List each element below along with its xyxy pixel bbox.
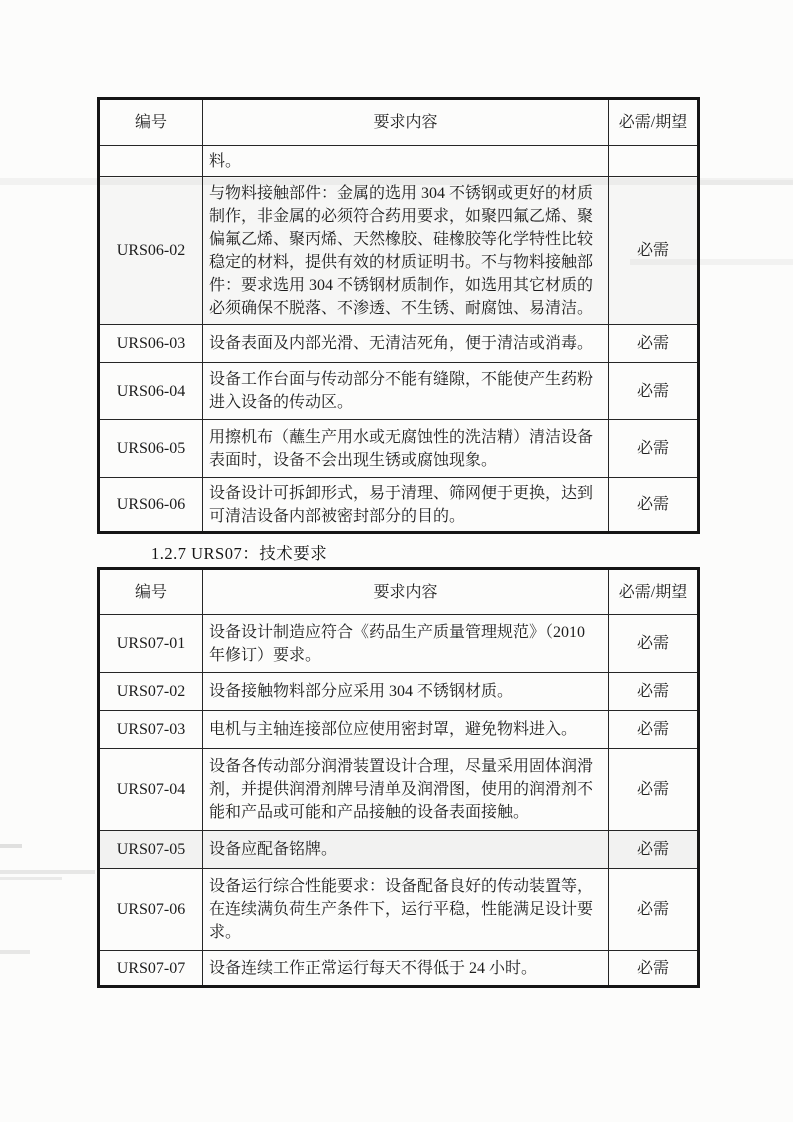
row-id-cell: URS06-06 [99, 478, 203, 533]
row-req-cell: 必需 [609, 749, 699, 831]
row-req-cell: 必需 [609, 478, 699, 533]
column-header-req: 必需/期望 [609, 569, 699, 615]
row-req-cell: 必需 [609, 711, 699, 749]
row-req-cell: 必需 [609, 831, 699, 869]
row-id-cell: URS07-01 [99, 615, 203, 673]
table-row [99, 749, 699, 831]
table-header-row [99, 99, 699, 146]
column-header-id: 编号 [99, 569, 203, 615]
row-id-cell: URS06-04 [99, 363, 203, 420]
table-row [99, 325, 699, 363]
row-id-cell: URS07-03 [99, 711, 203, 749]
section-heading-urs07: 1.2.7 URS07：技术要求 [151, 544, 328, 563]
row-content-cell: 设备连续工作正常运行每天不得低于 24 小时。 [203, 951, 609, 987]
row-req-cell: 必需 [609, 673, 699, 711]
row-content-cell: 电机与主轴连接部位应使用密封罩，避免物料进入。 [203, 711, 609, 749]
table-row [99, 673, 699, 711]
scan-artifact-stripe [0, 877, 62, 880]
table-row [99, 420, 699, 478]
table-row [99, 951, 699, 987]
table-row [99, 146, 699, 177]
row-id-cell: URS06-02 [99, 177, 203, 325]
urs06-requirements-table [97, 97, 700, 534]
row-req-cell: 必需 [609, 177, 699, 325]
row-id-cell: URS06-05 [99, 420, 203, 478]
table-header-row [99, 569, 699, 615]
table-row [99, 615, 699, 673]
table-row [99, 177, 699, 325]
column-header-content: 要求内容 [203, 99, 609, 146]
row-id-cell: URS07-06 [99, 869, 203, 951]
row-id-cell: URS07-07 [99, 951, 203, 987]
row-content-cell: 料。 [203, 146, 609, 177]
scan-artifact-stripe [0, 844, 22, 848]
row-content-cell: 设备运行综合性能要求：设备配备良好的传动装置等，在连续满负荷生产条件下，运行平稳，性能满足设计要求。 [203, 869, 609, 951]
row-req-cell: 必需 [609, 951, 699, 987]
row-content-cell: 设备接触物料部分应采用 304 不锈钢材质。 [203, 673, 609, 711]
row-req-cell: 必需 [609, 869, 699, 951]
column-header-req: 必需/期望 [609, 99, 699, 146]
row-req-cell: 必需 [609, 363, 699, 420]
row-content-cell: 设备各传动部分润滑装置设计合理，尽量采用固体润滑剂，并提供润滑剂牌号清单及润滑图，使用的润滑剂不能和产品或可能和产品接触的设备表面接触。 [203, 749, 609, 831]
column-header-id: 编号 [99, 99, 203, 146]
row-content-cell: 设备表面及内部光滑、无清洁死角，便于清洁或消毒。 [203, 325, 609, 363]
row-req-cell [609, 146, 699, 177]
row-content-cell: 设备工作台面与传动部分不能有缝隙，不能使产生药粉进入设备的传动区。 [203, 363, 609, 420]
row-id-cell: URS06-03 [99, 325, 203, 363]
table-row [99, 363, 699, 420]
row-req-cell: 必需 [609, 615, 699, 673]
scan-artifact-stripe [0, 950, 30, 954]
row-id-cell: URS07-05 [99, 831, 203, 869]
row-id-cell [99, 146, 203, 177]
row-content-cell: 与物料接触部件：金属的选用 304 不锈钢或更好的材质制作，非金属的必须符合药用要求，如聚四氟乙烯、聚偏氟乙烯、聚丙烯、天然橡胶、硅橡胶等化学特性比较稳定的材料，提供有效的材质证明书。不与物料接触部件：要求选用 304 不锈钢材质制作，如选用其它材质的必须确保不脱落、不渗透、不生锈、耐腐蚀、易清洁。 [203, 177, 609, 325]
table-row [99, 831, 699, 869]
table-row [99, 711, 699, 749]
row-req-cell: 必需 [609, 325, 699, 363]
row-id-cell: URS07-02 [99, 673, 203, 711]
table-row [99, 478, 699, 533]
scan-artifact-stripe [700, 180, 793, 185]
row-id-cell: URS07-04 [99, 749, 203, 831]
scan-artifact-stripe [0, 870, 95, 874]
row-content-cell: 用擦机布（蘸生产用水或无腐蚀性的洗洁精）清洁设备表面时，设备不会出现生锈或腐蚀现象。 [203, 420, 609, 478]
row-content-cell: 设备设计可拆卸形式，易于清理、筛网便于更换，达到可清洁设备内部被密封部分的目的。 [203, 478, 609, 533]
urs07-requirements-table [97, 567, 700, 988]
row-content-cell: 设备设计制造应符合《药品生产质量管理规范》（2010 年修订）要求。 [203, 615, 609, 673]
row-req-cell: 必需 [609, 420, 699, 478]
table-row [99, 869, 699, 951]
column-header-content: 要求内容 [203, 569, 609, 615]
row-content-cell: 设备应配备铭牌。 [203, 831, 609, 869]
